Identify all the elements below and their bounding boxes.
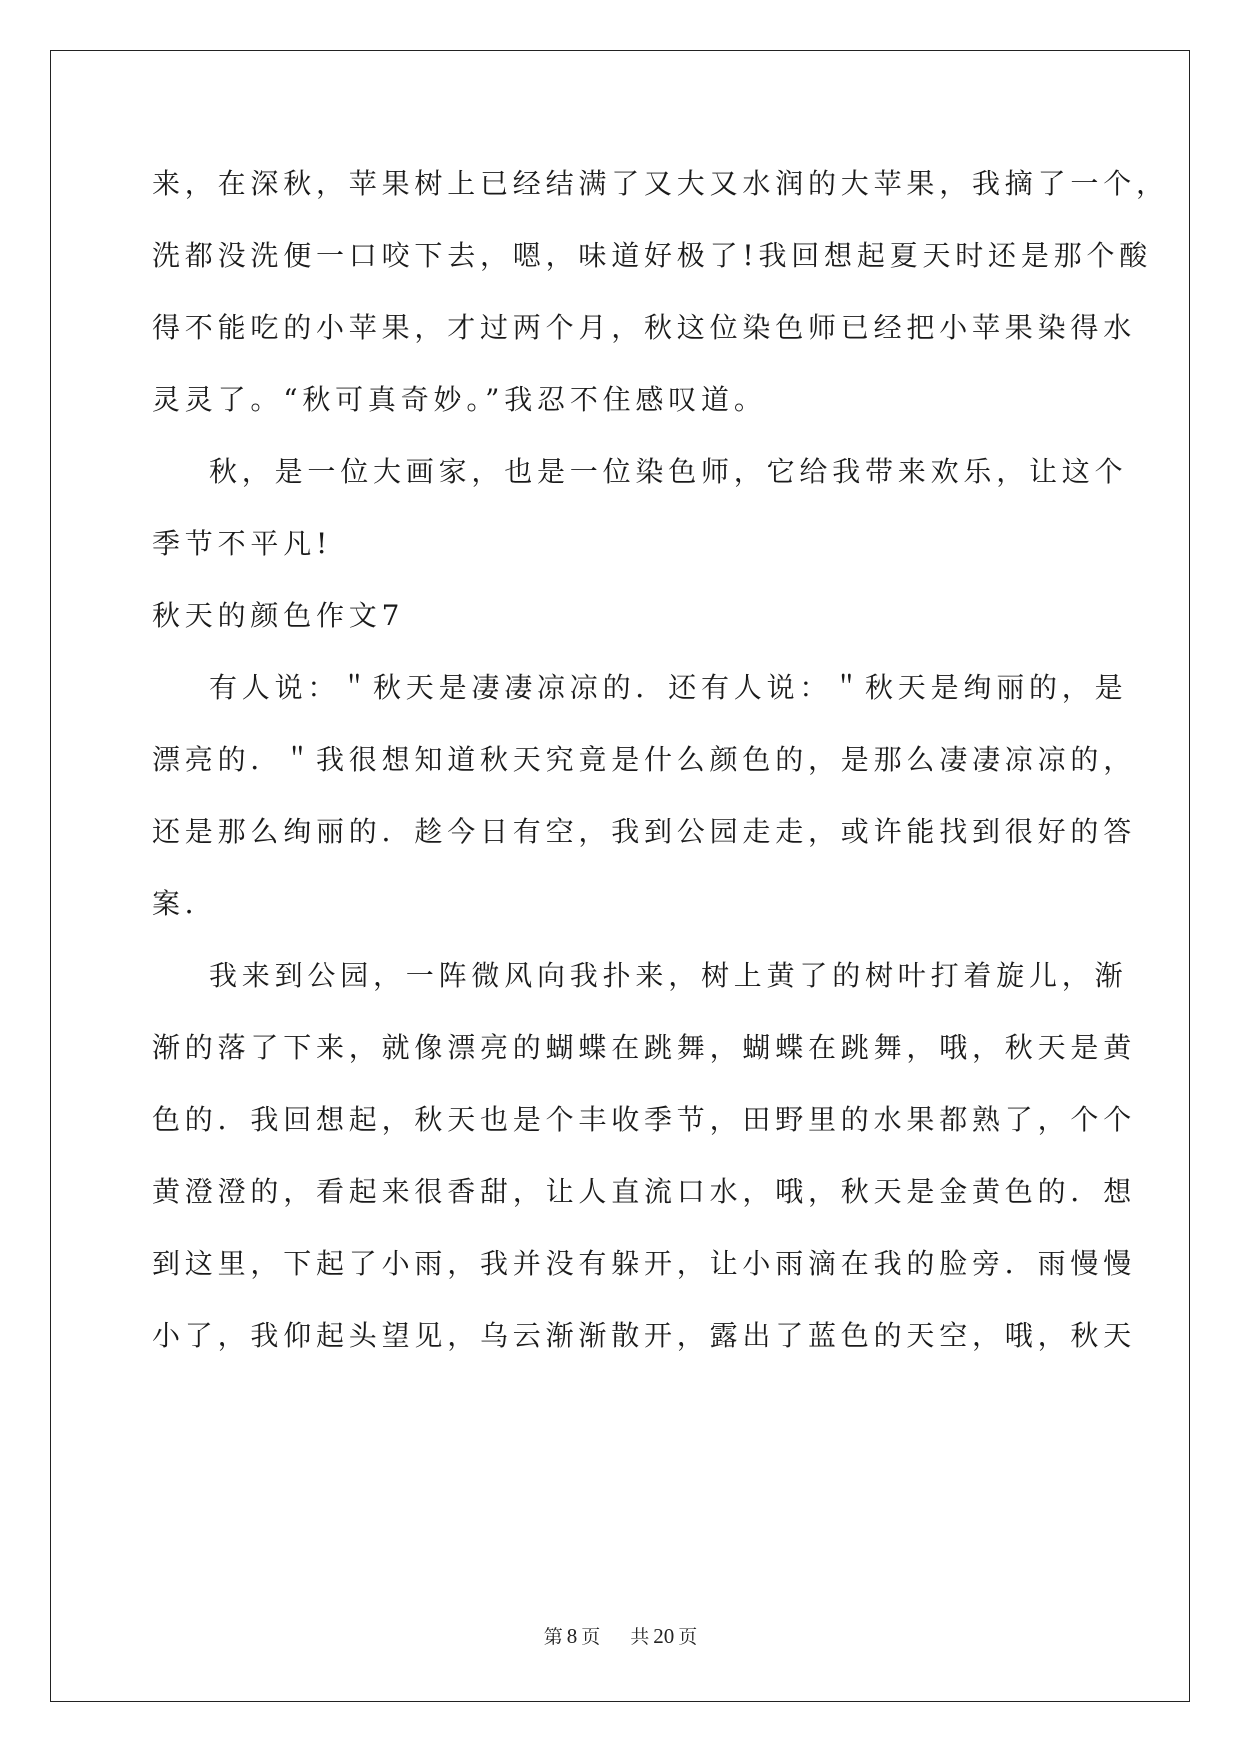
text-line: 有人说：＂秋天是凄凄凉凉的．还有人说：＂秋天是绚丽的，是 <box>209 671 1128 704</box>
text-line: 色的．我回想起，秋天也是个丰收季节，田野里的水果都熟了，个个 <box>152 1103 1137 1136</box>
text-line: 案． <box>152 887 218 920</box>
total-pages-indicator <box>628 1626 699 1648</box>
total-label-prefix: 共 <box>630 1626 650 1648</box>
text-line: 漂亮的．＂我很想知道秋天究竟是什么颜色的，是那么凄凄凉凉的， <box>152 743 1137 776</box>
text-line: 来，在深秋，苹果树上已经结满了又大又水润的大苹果，我摘了一个， <box>152 167 1169 200</box>
text-line: 季节不平凡! <box>152 527 333 560</box>
text-line: 我来到公园，一阵微风向我扑来，树上黄了的树叶打着旋儿，渐 <box>209 959 1128 992</box>
page-border <box>50 50 1190 1702</box>
page-label-suffix: 页 <box>581 1626 601 1648</box>
page-number: 8 <box>566 1624 578 1648</box>
text-line: 灵灵了。“秋可真奇妙。”我忍不住感叹道。 <box>152 383 767 416</box>
page-indicator <box>542 1626 603 1648</box>
section-heading: 秋天的颜色作文7 <box>152 599 405 632</box>
text-line: 渐的落了下来，就像漂亮的蝴蝶在跳舞，蝴蝶在跳舞，哦，秋天是黄 <box>152 1031 1137 1064</box>
text-line: 秋，是一位大画家，也是一位染色师，它给我带来欢乐，让这个 <box>209 455 1128 488</box>
total-pages: 20 <box>653 1624 675 1648</box>
text-line: 还是那么绚丽的．趁今日有空，我到公园走走，或许能找到很好的答 <box>152 815 1137 848</box>
total-label-suffix: 页 <box>678 1626 698 1648</box>
page-label-prefix: 第 <box>543 1626 563 1648</box>
page-footer <box>0 1624 1241 1649</box>
text-line: 洗都没洗便一口咬下去，嗯，味道好极了!我回想起夏天时还是那个酸 <box>152 239 1153 272</box>
text-line: 小了，我仰起头望见，乌云渐渐散开，露出了蓝色的天空，哦，秋天 <box>152 1319 1137 1352</box>
text-line: 黄澄澄的，看起来很香甜，让人直流口水，哦，秋天是金黄色的．想 <box>152 1175 1137 1208</box>
text-line: 到这里，下起了小雨，我并没有躲开，让小雨滴在我的脸旁．雨慢慢 <box>152 1247 1137 1280</box>
text-line: 得不能吃的小苹果，才过两个月，秋这位染色师已经把小苹果染得水 <box>152 311 1137 344</box>
